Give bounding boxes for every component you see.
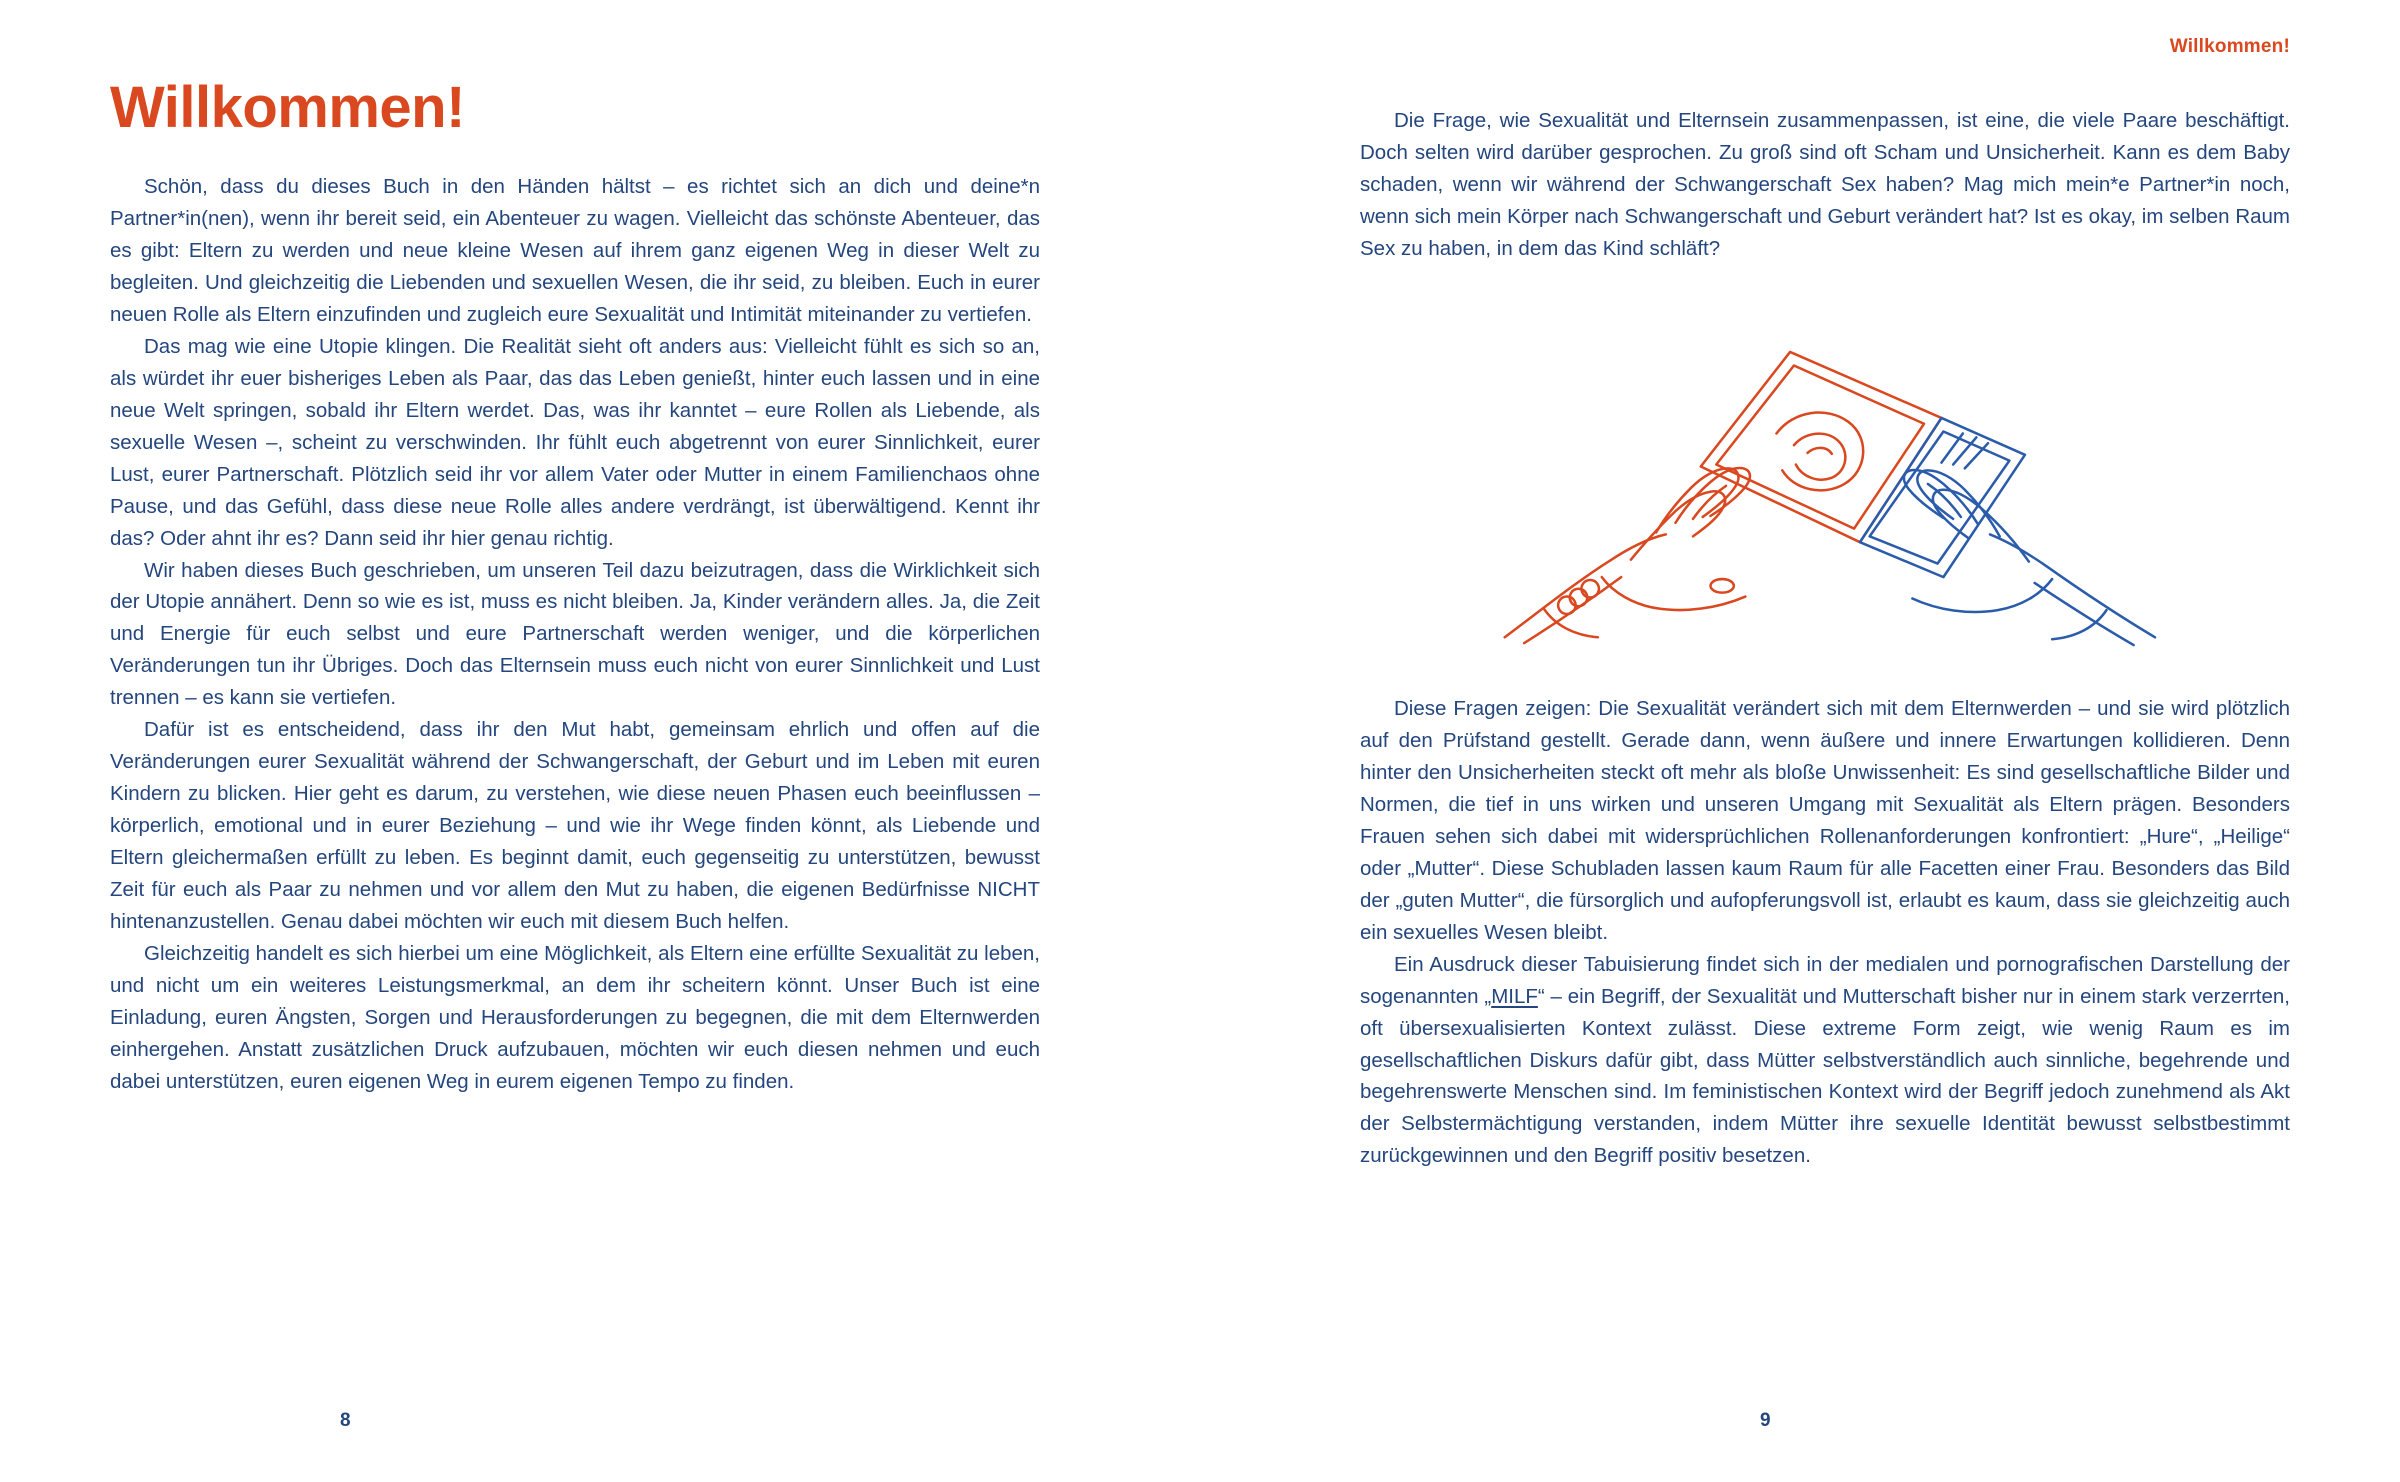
page-number-left: 8 <box>340 1410 351 1431</box>
paragraph: Wir haben dieses Buch geschrieben, um unseren Teil dazu beizutragen, dass die Wirklichkeit sich der Utopie annähert. Denn so wie es ist, muss es nicht bleiben. Ja, Kinder verändern alles. Ja, die Zeit und Energie für euch selbst und eure Partnerschaft werden weniger, und die körperlichen Veränderungen tun ihr Übriges. Doch das Elternsein muss euch nicht von eurer Sinnlichkeit und Lust trennen – es kann sie vertiefen. <box>110 558 1040 710</box>
right-page-body-bottom <box>1360 693 2290 1173</box>
page-title: Willkommen! <box>110 75 465 140</box>
paragraph-with-link <box>1360 949 2290 1173</box>
ultrasound-photo-in-hands-illustration <box>1360 317 2290 647</box>
left-page-body <box>110 171 1040 1098</box>
running-head: Willkommen! <box>2169 36 2290 57</box>
paragraph: Das mag wie eine Utopie klingen. Die Realität sieht oft anders aus: Vielleicht fühlt es sich so an, als würdet ihr euer bisheriges Leben als Paar, das das Leben genießt, hinter euch lassen und in eine neue Welt springen, sobald ihr Eltern werdet. Das, was ihr kanntet – eure Rollen als Liebende, als sexuelle Wesen –, scheint zu verschwinden. Ihr fühlt euch abgetrennt von eurer Sinnlichkeit, eurer Lust, eurer Partnerschaft. Plötzlich seid ihr vor allem Vater oder Mutter in einem Familienchaos ohne Pause, und das Gefühl, dass diese neue Rolle alles andere verdrängt, ist überwältigend. Kennt ihr das? Oder ahnt ihr es? Dann seid ihr hier genau richtig. <box>110 334 1040 550</box>
page-number-right: 9 <box>1760 1410 1771 1431</box>
right-page <box>1200 0 2400 1482</box>
right-page-body-top <box>1360 0 2290 265</box>
milf-link[interactable]: MILF <box>1491 984 1538 1008</box>
paragraph-text-after: “ – ein Begriff, der Sexualität und Mutterschaft bisher nur in einem stark verzerrten, oft übersexualisierten Kontext zulässt. Diese extreme Form zeigt, wie wenig Raum es im gesellschaftlichen Diskurs dafür gibt, dass Mütter selbstverständlich auch sinnliche, begehrende und begehrenswerte Menschen sind. Im feministischen Kontext wird der Begriff jedoch zunehmend als Akt der Selbstermächtigung verstanden, indem Mütter ihre sexuelle Identität bewusst selbstbestimmt zurückgewinnen und den Begriff positiv besetzen. <box>1360 984 2290 1168</box>
paragraph: Die Frage, wie Sexualität und Elternsein zusammenpassen, ist eine, die viele Paare beschäftigt. Doch selten wird darüber gesprochen. Zu groß sind oft Scham und Unsicherheit. Kann es dem Baby schaden, wenn wir während der Schwangerschaft Sex haben? Mag mich mein*e Partner*in noch, wenn sich mein Körper nach Schwangerschaft und Geburt verändert hat? Ist es okay, im selben Raum Sex zu haben, in dem das Kind schläft? <box>1360 109 2290 260</box>
paragraph: Schön, dass du dieses Buch in den Händen hältst – es richtet sich an dich und deine*n Partner*in(nen), wenn ihr bereit seid, ein Abenteuer zu wagen. Vielleicht das schönste Abenteuer, das es gibt: Eltern zu werden und neue kleine Wesen auf ihrem ganz eigenen Weg in dieser Welt zu begleiten. Und gleichzeitig die Liebenden und sexuellen Wesen, die ihr seid, zu bleiben. Euch in eurer neuen Rolle als Eltern einzufinden und zugleich eure Sexualität und Intimität miteinander zu vertiefen. <box>110 174 1040 326</box>
paragraph: Gleichzeitig handelt es sich hierbei um eine Möglichkeit, als Eltern eine erfüllte Sexualität zu leben, und nicht um ein weiteres Leistungsmerkmal, an dem ihr scheitern könnt. Unser Buch ist eine Einladung, euren Ängsten, Sorgen und Herausforderungen zu begegnen, die mit dem Elternwerden einhergehen. Anstatt zusätzlichen Druck aufzubauen, möchten wir euch diesen nehmen und euch dabei unterstützen, euren eigenen Weg in eurem eigenen Tempo zu finden. <box>110 942 1040 1094</box>
paragraph: Diese Fragen zeigen: Die Sexualität verändert sich mit dem Elternwerden – und sie wird plötzlich auf den Prüfstand gestellt. Gerade dann, wenn äußere und innere Erwartungen kollidieren. Denn hinter den Unsicherheiten steckt oft mehr als bloße Unwissenheit: Es sind gesellschaftliche Bilder und Normen, die tief in uns wirken und unseren Umgang mit Sexualität als Eltern prägen. Besonders Frauen sehen sich dabei mit widersprüchlichen Rollenanforderungen konfrontiert: „Hure“, „Heilige“ oder „Mutter“. Diese Schubladen lassen kaum Raum für alle Facetten einer Frau. Besonders das Bild der „guten Mutter“, die fürsorglich und aufopferungsvoll ist, erlaubt es kaum, dass sie gleichzeitig auch ein sexuelles Wesen bleibt. <box>1360 696 2290 944</box>
paragraph-text-before: Ein Ausdruck dieser Tabuisierung findet sich in der medialen und pornografischen Darstellung der sogenannten „ <box>1360 952 2290 1008</box>
paragraph: Dafür ist es entscheidend, dass ihr den Mut habt, gemeinsam ehrlich und offen auf die Veränderungen eurer Sexualität während der Schwangerschaft, der Geburt und im Leben mit euren Kindern zu blicken. Hier geht es darum, zu verstehen, wie diese neuen Phasen euch beeinflussen – körperlich, emotional und in eurer Beziehung – und wie ihr Wege finden könnt, als Liebende und Eltern gleichermaßen erfüllt zu leben. Es beginnt damit, euch gegenseitig zu unterstützen, bewusst Zeit für euch als Paar zu nehmen und vor allem den Mut zu haben, die eigenen Bedürfnisse NICHT hintenanzustellen. Genau dabei möchten wir euch mit diesem Buch helfen. <box>110 718 1040 934</box>
